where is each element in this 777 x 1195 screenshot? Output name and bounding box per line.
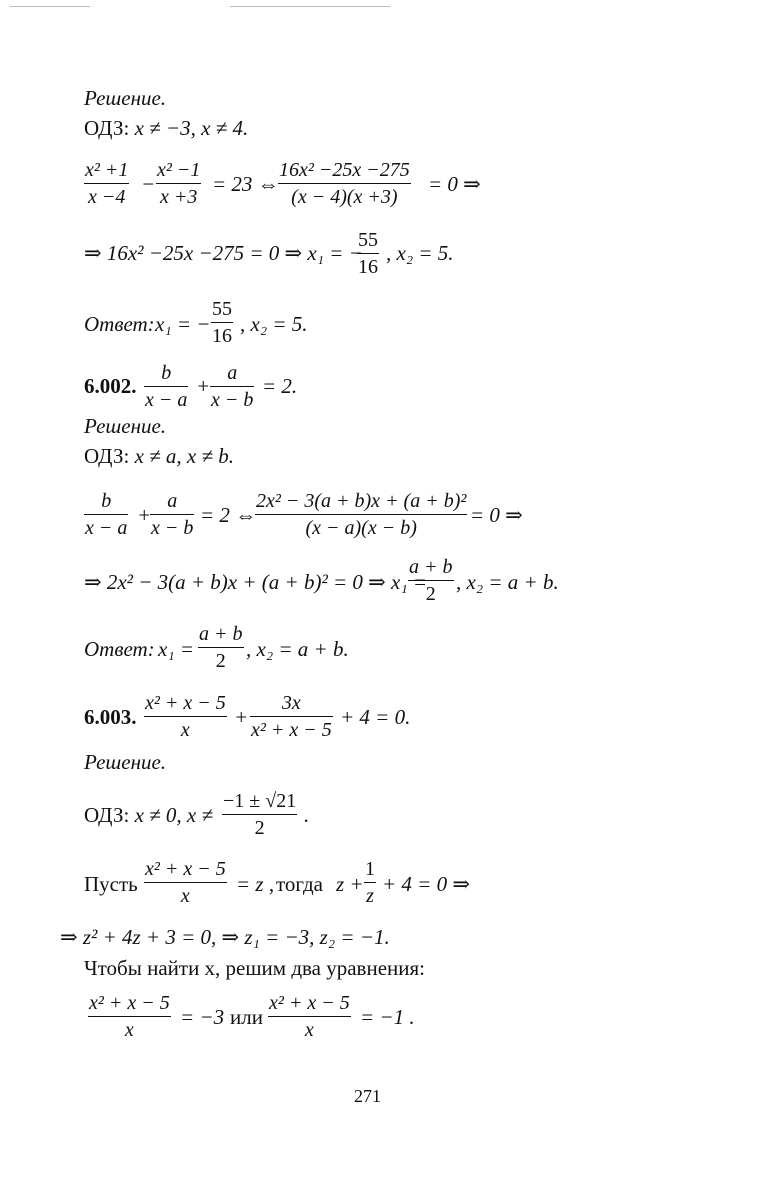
equation-line: ⇒ z² + 4z + 3 = 0, ⇒ z₁ = −3, z₂ = −1.	[60, 925, 390, 949]
fraction: $\frac{55}{16}$	[358, 229, 378, 278]
equation-text: , x₂ = 5.	[386, 241, 454, 265]
equation-text: = 2 ⇔	[200, 503, 257, 527]
solution-heading: Решение.	[84, 750, 167, 774]
fraction: $\frac{\text{x² +1}}{x -4}$	[85, 159, 129, 208]
fraction: $\frac{\text{x² + x − 5}}{x}$	[145, 692, 226, 741]
fraction: $\frac{\text{x² + x − 5}}{x}$	[89, 992, 170, 1041]
equation-text: , x₂ = a + b.	[456, 570, 559, 594]
instruction-text: Чтобы найти x, решим два уравнения:	[84, 956, 425, 980]
operator: −	[141, 172, 156, 196]
solution-heading: Решение.	[84, 414, 167, 438]
substitution-word: Пусть	[84, 872, 138, 896]
scan-artifact-line	[230, 6, 390, 7]
problem-number: 6.002.	[84, 374, 137, 398]
equation-text: = 0 ⇒	[470, 503, 523, 527]
equation-text: = 23 ⇔	[212, 172, 279, 196]
equation-line: ⇒ 16x² −25x −275 = 0 ⇒ x₁ = −	[84, 241, 363, 265]
fraction: $\frac{a}{x - b}$	[151, 490, 194, 539]
operator: +	[137, 503, 152, 527]
operator: +	[196, 374, 211, 398]
equation-text: + 4 = 0 ⇒	[382, 872, 470, 896]
problem-number: 6.003.	[84, 705, 137, 729]
equation-text: = −3	[180, 1005, 225, 1029]
operator: +	[234, 705, 249, 729]
fraction: $\frac{3x}{\text{x² + x − 5}}$	[251, 692, 332, 741]
then-word: тогда	[276, 872, 323, 896]
answer-text: x₁ =	[158, 637, 195, 661]
page-number: 271	[354, 1086, 381, 1106]
fraction: $\frac{a}{x - b}$	[211, 362, 254, 411]
equation-line: ⇒ 2x² − 3(a + b)x + (a + b)² = 0 ⇒ x₁ =	[84, 570, 428, 594]
solution-heading: Решение.	[84, 86, 167, 110]
fraction: $\frac{\text{16x² −25x −275}}{(x - 4)(x +3)}$	[279, 159, 410, 208]
equation-text: = 0 ⇒	[428, 172, 481, 196]
odz-line: ОДЗ: x ≠ 0, x ≠	[84, 803, 214, 827]
answer-text: , x₂ = a + b.	[246, 637, 349, 661]
fraction: $\frac{b}{x - a}$	[145, 362, 188, 411]
fraction: $\frac{\text{x² −1}}{x +3}$	[157, 159, 201, 208]
scan-artifact-line	[10, 6, 90, 7]
fraction: $\frac{\text{x² + x − 5}}{x}$	[145, 858, 226, 907]
fraction: $\frac{-1 \pm √21}{2}$	[223, 790, 297, 839]
equation-text: = −1 .	[360, 1005, 415, 1029]
odz-line: ОДЗ: x ≠ −3, x ≠ 4.	[84, 116, 249, 140]
answer-label: Ответ:	[84, 637, 155, 661]
fraction: $\frac{a + b}{2}$	[199, 623, 243, 672]
answer-text: x₁ = −	[155, 312, 211, 336]
fraction: $\frac{1}{z}$	[365, 858, 375, 907]
equation-text: = 2.	[262, 374, 298, 398]
answer-label: Ответ:	[84, 312, 155, 336]
odz-line: ОДЗ: x ≠ a, x ≠ b.	[84, 444, 235, 468]
fraction: $\frac{\text{x² + x − 5}}{x}$	[269, 992, 350, 1041]
fraction: $\frac{a + b}{2}$	[409, 556, 453, 605]
fraction: $\frac{b}{x - a}$	[85, 490, 128, 539]
equation-text: + 4 = 0.	[340, 705, 411, 729]
equation-text: z +	[336, 872, 364, 896]
fraction: $\frac{55}{16}$	[212, 298, 232, 347]
fraction: $\frac{\text{2x² − 3(a + b)x + (a + b)²}}{(x - a)(x - b)}$	[256, 490, 467, 539]
punctuation: .	[304, 803, 310, 827]
equation-text: = z ,	[236, 872, 275, 896]
answer-text: , x₂ = 5.	[240, 312, 308, 336]
or-word: или	[230, 1005, 263, 1029]
